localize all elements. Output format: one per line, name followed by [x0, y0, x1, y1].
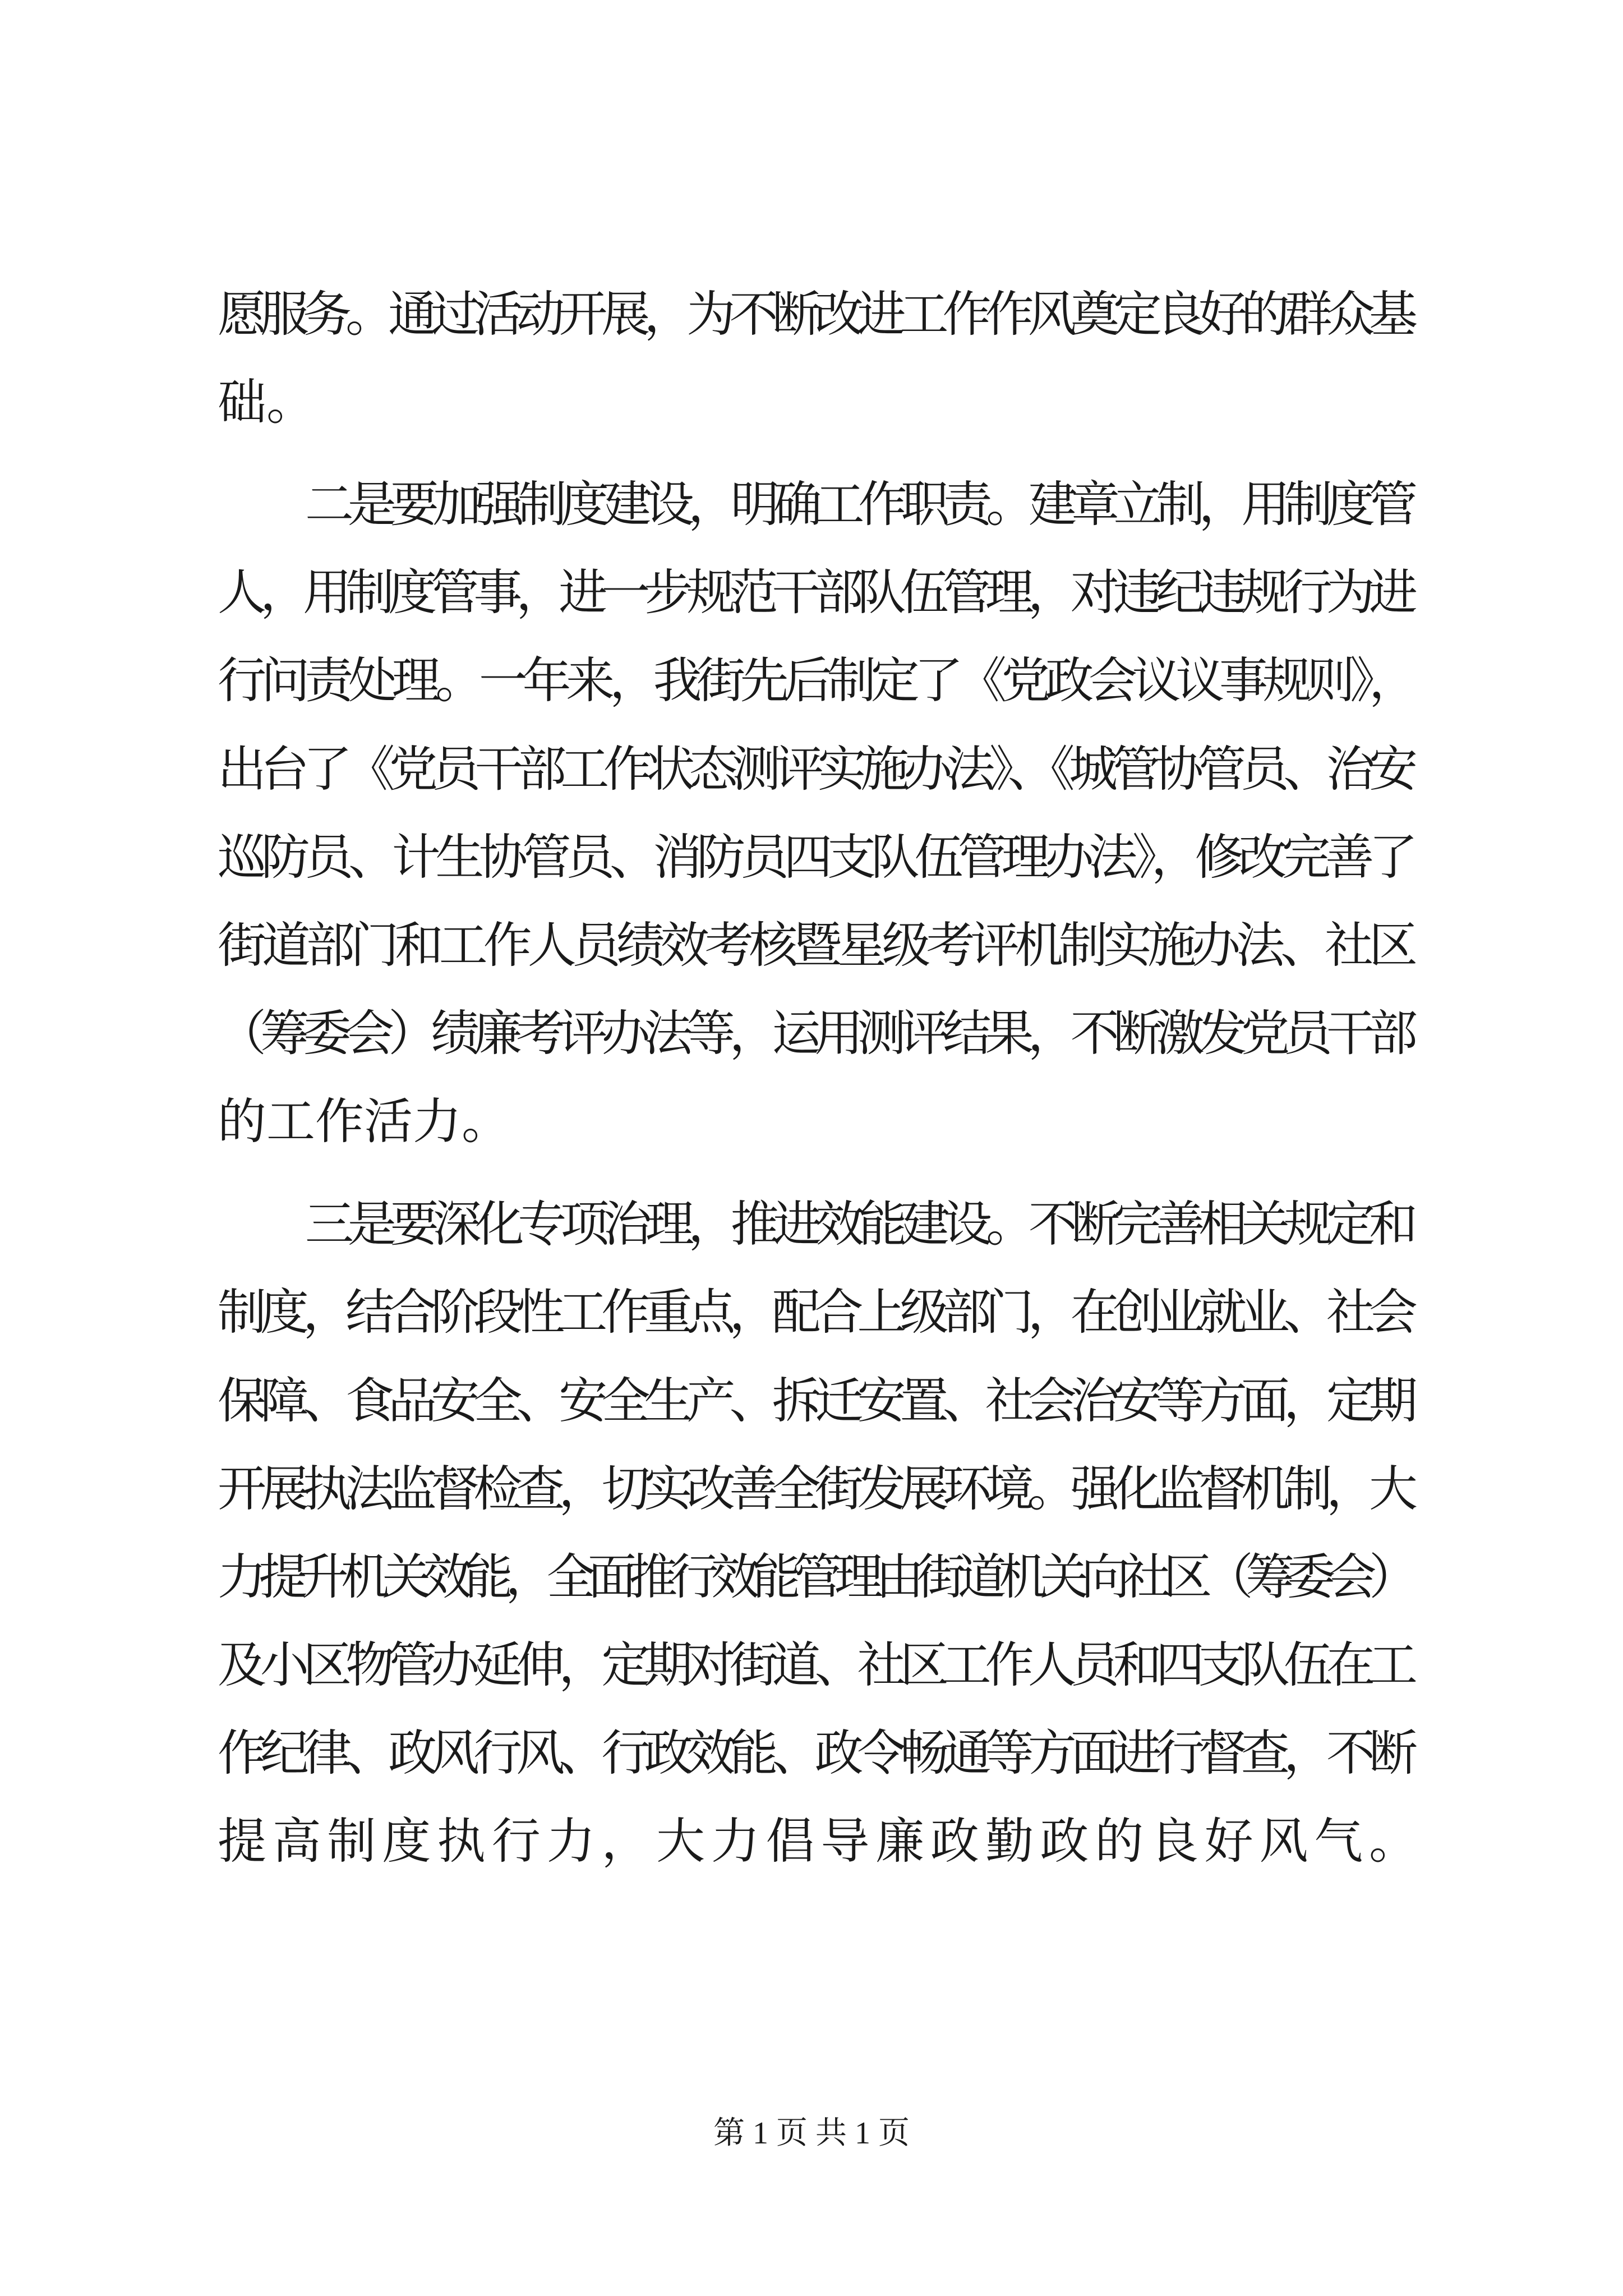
text-line [0, 280, 1623, 348]
text-line-content: 巡防员、计生协管员、消防员四支队伍管理办法》，修改完善了 [218, 829, 1413, 886]
text-line [0, 1088, 1623, 1155]
text-line-content: 出台了《党员干部工作状态测评实施办法》、《城管协管员、治安 [218, 740, 1412, 798]
text-line-content: 愿服务。通过活动开展，为不断改进工作作风奠定良好的群众基 [218, 286, 1412, 343]
text-line-content: 开展执法监督检查，切实改善全街发展环境。强化监督机制，大 [218, 1460, 1412, 1517]
text-line [0, 1190, 1623, 1258]
text-line [0, 647, 1623, 714]
text-line-content: 三是要深化专项治理，推进效能建设。不断完善相关规定和 [305, 1195, 1412, 1253]
text-line [0, 471, 1623, 538]
page-footer [0, 2108, 1623, 2159]
text-line [0, 735, 1623, 803]
text-line-content: 保障、食品安全、安全生产、拆迁安置、社会治安等方面，定期 [218, 1372, 1412, 1429]
text-line [0, 1000, 1623, 1067]
text-line [0, 369, 1623, 436]
text-line [0, 1631, 1623, 1699]
text-line-content: 础。 [218, 374, 315, 431]
text-line [0, 1367, 1623, 1434]
text-line-content: 人，用制度管事，进一步规范干部队伍管理，对违纪违规行为进 [218, 564, 1412, 621]
text-line-content: 力提升机关效能，全面推行效能管理由街道机关向社区（筹委会） [218, 1548, 1410, 1605]
text-line-content: 提高制度执行力，大力倡导廉政勤政的良好风气。 [218, 1812, 1424, 1870]
text-line-content: 作纪律、政风行风、行政效能、政令畅通等方面进行督查，不断 [218, 1724, 1412, 1782]
text-line-content: 二是要加强制度建设，明确工作职责。建章立制，用制度管 [305, 476, 1412, 533]
text-line [0, 1719, 1623, 1787]
text-line [0, 823, 1623, 891]
text-line [0, 559, 1623, 626]
text-line [0, 1807, 1623, 1875]
text-line-content: 街道部门和工作人员绩效考核暨星级考评机制实施办法、社区 [218, 917, 1413, 974]
text-line-content: 制度，结合阶段性工作重点，配合上级部门，在创业就业、社会 [218, 1283, 1412, 1341]
text-line [0, 1543, 1623, 1611]
text-line-content: 行问责处理。一年来，我街先后制定了《党政会议议事规则》， [218, 652, 1413, 709]
text-line-content: 及小区物管办延伸，定期对街道、社区工作人员和四支队伍在工 [218, 1636, 1412, 1694]
text-line [0, 1455, 1623, 1522]
text-line-content: （筹委会）绩廉考评办法等，运用测评结果，不断激发党员干部 [218, 1005, 1412, 1062]
text-line [0, 1278, 1623, 1346]
text-line-content: 的工作活力。 [218, 1093, 510, 1150]
page-number-label: 第 1 页 共 1 页 [713, 2116, 910, 2151]
text-line [0, 912, 1623, 979]
